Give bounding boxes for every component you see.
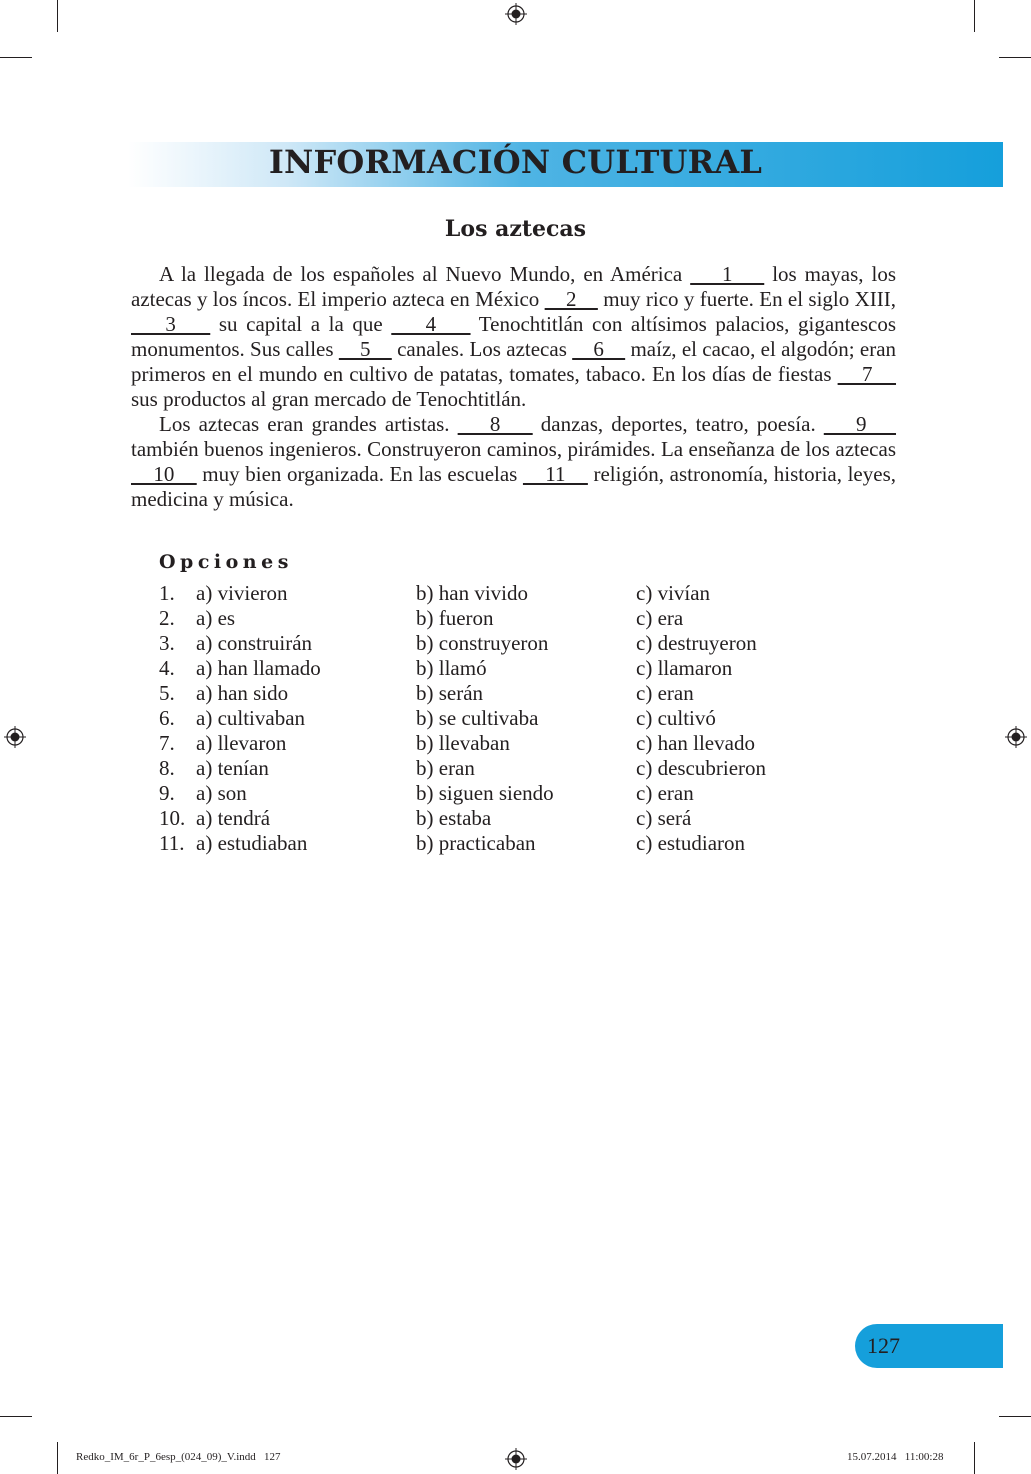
option-c: c) eran <box>636 781 694 805</box>
option-b: b) se cultivaba <box>416 706 539 730</box>
option-b: b) serán <box>416 681 484 705</box>
paragraph-1 <box>131 262 896 412</box>
option-a: a) han llamado <box>196 656 321 680</box>
option-number: 9. <box>159 781 175 805</box>
answer-blank: 1 <box>690 262 765 286</box>
paragraph-2 <box>131 412 896 512</box>
option-number: 7. <box>159 731 175 755</box>
answer-blank: 2 <box>544 287 598 311</box>
option-b: b) han vivido <box>416 581 528 605</box>
slug-date: 15.07.2014 11:00:28 <box>847 1451 944 1463</box>
article-body <box>131 262 896 512</box>
answer-blank: 4 <box>391 312 471 336</box>
option-a: a) es <box>196 606 236 630</box>
option-b: b) eran <box>416 756 475 780</box>
crop-mark <box>57 1442 58 1474</box>
page-number: 127 <box>867 1333 900 1358</box>
answer-blank: 6 <box>572 337 626 361</box>
option-b: b) llamó <box>416 656 487 680</box>
text-segment: los mayas, los aztecas y los íncos. El imperio azteca en México <box>131 262 896 311</box>
crop-mark <box>57 0 58 32</box>
answer-blank: 10 <box>131 462 197 486</box>
registration-mark-icon <box>505 3 527 25</box>
option-c: c) será <box>636 806 692 830</box>
answer-blank: 9 <box>823 412 897 436</box>
option-c: c) descubrieron <box>636 756 767 780</box>
section-title: INFORMACIÓN CULTURAL <box>268 143 763 181</box>
option-number: 5. <box>159 681 175 705</box>
option-c: c) destruyeron <box>636 631 757 655</box>
text-segment: canales. Los aztecas <box>391 337 573 361</box>
crop-mark <box>999 1416 1031 1417</box>
text-segment: también buenos ingenieros. Construyeron caminos, pirámides. La enseñanza de los aztecas <box>131 437 896 461</box>
option-a: a) han sido <box>196 681 289 705</box>
option-c: c) estudiaron <box>636 831 746 855</box>
answer-blank: 3 <box>131 312 211 336</box>
crop-mark <box>0 57 32 58</box>
option-c: c) era <box>636 606 684 630</box>
text-segment: religión, astronomía, historia, leyes, medicina y música. <box>131 462 896 511</box>
crop-mark <box>999 57 1031 58</box>
registration-mark-icon <box>4 726 26 748</box>
crop-mark <box>0 1416 32 1417</box>
text-segment: muy rico y fuerte. En el siglo XIII, <box>597 287 896 311</box>
text-segment: maíz, el cacao, el algodón; eran primeros en el mundo en cultivo de patatas, tomates, tabaco. En los días de fiestas <box>131 337 897 386</box>
text-segment: sus productos al gran mercado de Tenochtitlán. <box>131 387 527 411</box>
registration-mark-icon <box>505 1448 527 1470</box>
option-number: 3. <box>159 631 175 655</box>
answer-blank: 8 <box>457 412 533 436</box>
option-a: a) vivieron <box>196 581 288 605</box>
text-segment: Los aztecas eran grandes artistas. <box>159 412 458 436</box>
crop-mark <box>974 0 975 32</box>
option-a: a) tenían <box>196 756 269 780</box>
option-number: 2. <box>159 606 175 630</box>
answer-blank: 7 <box>837 362 897 386</box>
option-b: b) siguen siendo <box>416 781 554 805</box>
option-number: 8. <box>159 756 175 780</box>
answer-blank: 11 <box>522 462 588 486</box>
option-c: c) han llevado <box>636 731 755 755</box>
option-c: c) eran <box>636 681 694 705</box>
registration-mark-icon <box>1005 726 1027 748</box>
text-segment: A la llegada de los españoles al Nuevo Mundo, en América <box>159 262 691 286</box>
text-segment: su capital a la que <box>210 312 392 336</box>
options-title: Opciones <box>159 551 293 573</box>
option-number: 4. <box>159 656 175 680</box>
article-title: Los aztecas <box>444 216 587 242</box>
text-segment: Tenochtitlán con altísimos palacios, gigantescos monumentos. Sus calles <box>131 312 896 361</box>
text-segment: danzas, deportes, teatro, poesía. <box>532 412 824 436</box>
option-c: c) cultivó <box>636 706 716 730</box>
slug-file: Redko_IM_6r_P_6esp_(024_09)_V.indd 127 <box>76 1451 281 1463</box>
option-b: b) practicaban <box>416 831 536 855</box>
option-b: b) estaba <box>416 806 492 830</box>
option-a: a) cultivaban <box>196 706 306 730</box>
option-b: b) llevaban <box>416 731 510 755</box>
crop-mark <box>974 1442 975 1474</box>
option-number: 6. <box>159 706 175 730</box>
option-number: 11. <box>159 831 185 855</box>
answer-blank: 5 <box>338 337 392 361</box>
option-c: c) vivían <box>636 581 711 605</box>
option-a: a) tendrá <box>196 806 271 830</box>
option-a: a) construirán <box>196 631 313 655</box>
option-c: c) llamaron <box>636 656 733 680</box>
option-a: a) llevaron <box>196 731 287 755</box>
option-b: b) construyeron <box>416 631 549 655</box>
option-number: 1. <box>159 581 175 605</box>
option-b: b) fueron <box>416 606 494 630</box>
text-segment: muy bien organizada. En las escuelas <box>196 462 523 486</box>
option-number: 10. <box>159 806 186 830</box>
option-a: a) son <box>196 781 247 805</box>
option-a: a) estudiaban <box>196 831 308 855</box>
